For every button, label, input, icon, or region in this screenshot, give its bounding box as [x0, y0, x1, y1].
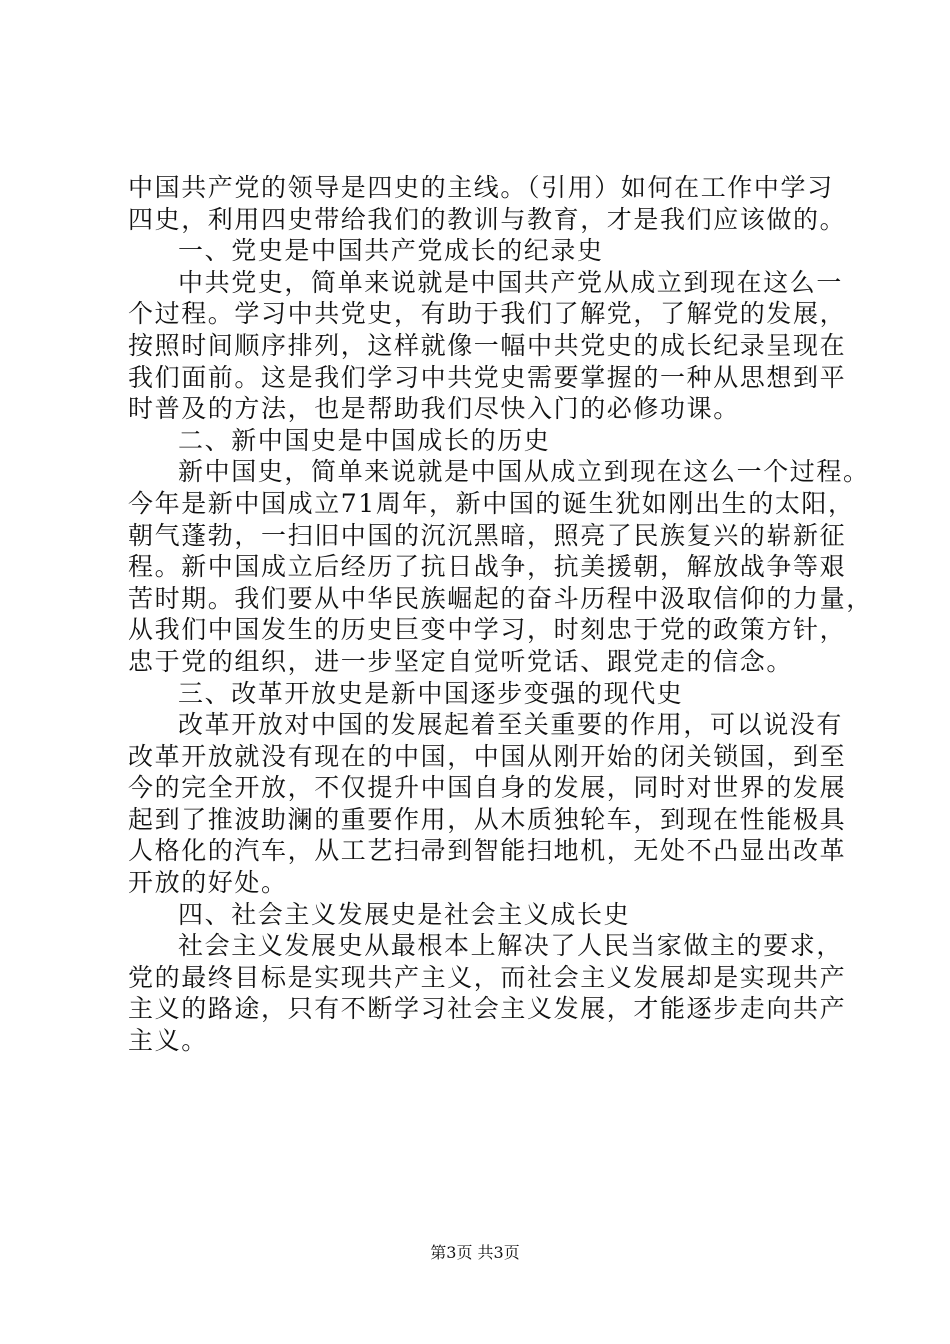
- section-heading: 一、党史是中国共产党成长的纪录史: [178, 236, 604, 266]
- text-line: 忠于党的组织，进一步坚定自觉听党话、跟党走的信念。: [128, 646, 794, 676]
- text-line: 个过程。学习中共党史，有助于我们了解党，了解党的发展，: [128, 299, 847, 329]
- text-line: 主义的路途，只有不断学习社会主义发展，才能逐步走向共产: [128, 994, 847, 1024]
- text-line: 改革开放对中国的发展起着至关重要的作用，可以说没有: [178, 710, 844, 740]
- text-line: 新中国史，简单来说就是中国从成立到现在这么一个过程。: [178, 457, 870, 487]
- section-heading: 二、新中国史是中国成长的历史: [178, 425, 551, 455]
- text-line: 苦时期。我们要从中华民族崛起的奋斗历程中汲取信仰的力量，: [128, 583, 873, 613]
- text-line: 今的完全开放，不仅提升中国自身的发展，同时对世界的发展: [128, 773, 847, 803]
- text-line: 程。新中国成立后经历了抗日战争，抗美援朝，解放战争等艰: [128, 552, 847, 582]
- text-line: 今年是新中国成立71周年，新中国的诞生犹如刚出生的太阳，: [128, 488, 855, 518]
- text-line: 从我们中国发生的历史巨变中学习，时刻忠于党的政策方针，: [128, 615, 847, 645]
- text-line: 中共党史，简单来说就是中国共产党从成立到现在这么一: [178, 267, 844, 297]
- text-line: 四史，利用四史带给我们的教训与教育，才是我们应该做的。: [128, 204, 847, 234]
- text-line: 中国共产党的领导是四史的主线。（引用）如何在工作中学习: [128, 173, 834, 202]
- text-line: 党的最终目标是实现共产主义，而社会主义发展却是实现共产: [128, 962, 847, 992]
- text-line: 社会主义发展史从最根本上解决了人民当家做主的要求，: [178, 931, 844, 961]
- text-line: 人格化的汽车，从工艺扫帚到智能扫地机，无处不凸显出改革: [128, 836, 847, 866]
- text-line: 时普及的方法，也是帮助我们尽快入门的必修功课。: [128, 394, 740, 424]
- text-line: 按照时间顺序排列，这样就像一幅中共党史的成长纪录呈现在: [128, 330, 847, 360]
- text-line: 改革开放就没有现在的中国，中国从刚开始的闭关锁国，到至: [128, 741, 847, 771]
- text-line: 开放的好处。: [128, 868, 288, 898]
- text-line: 主义。: [128, 1026, 208, 1056]
- section-heading: 四、社会主义发展史是社会主义成长史: [178, 899, 631, 929]
- document-body: [128, 172, 873, 1057]
- text-line: 朝气蓬勃，一扫旧中国的沉沉黑暗，照亮了民族复兴的崭新征: [128, 520, 847, 550]
- page-number-footer: 第3页 共3页: [430, 1243, 520, 1262]
- section-heading: 三、改革开放史是新中国逐步变强的现代史: [178, 678, 684, 708]
- text-line: 起到了推波助澜的重要作用，从木质独轮车，到现在性能极具: [128, 804, 847, 834]
- text-line: 我们面前。这是我们学习中共党史需要掌握的一种从思想到平: [128, 362, 847, 392]
